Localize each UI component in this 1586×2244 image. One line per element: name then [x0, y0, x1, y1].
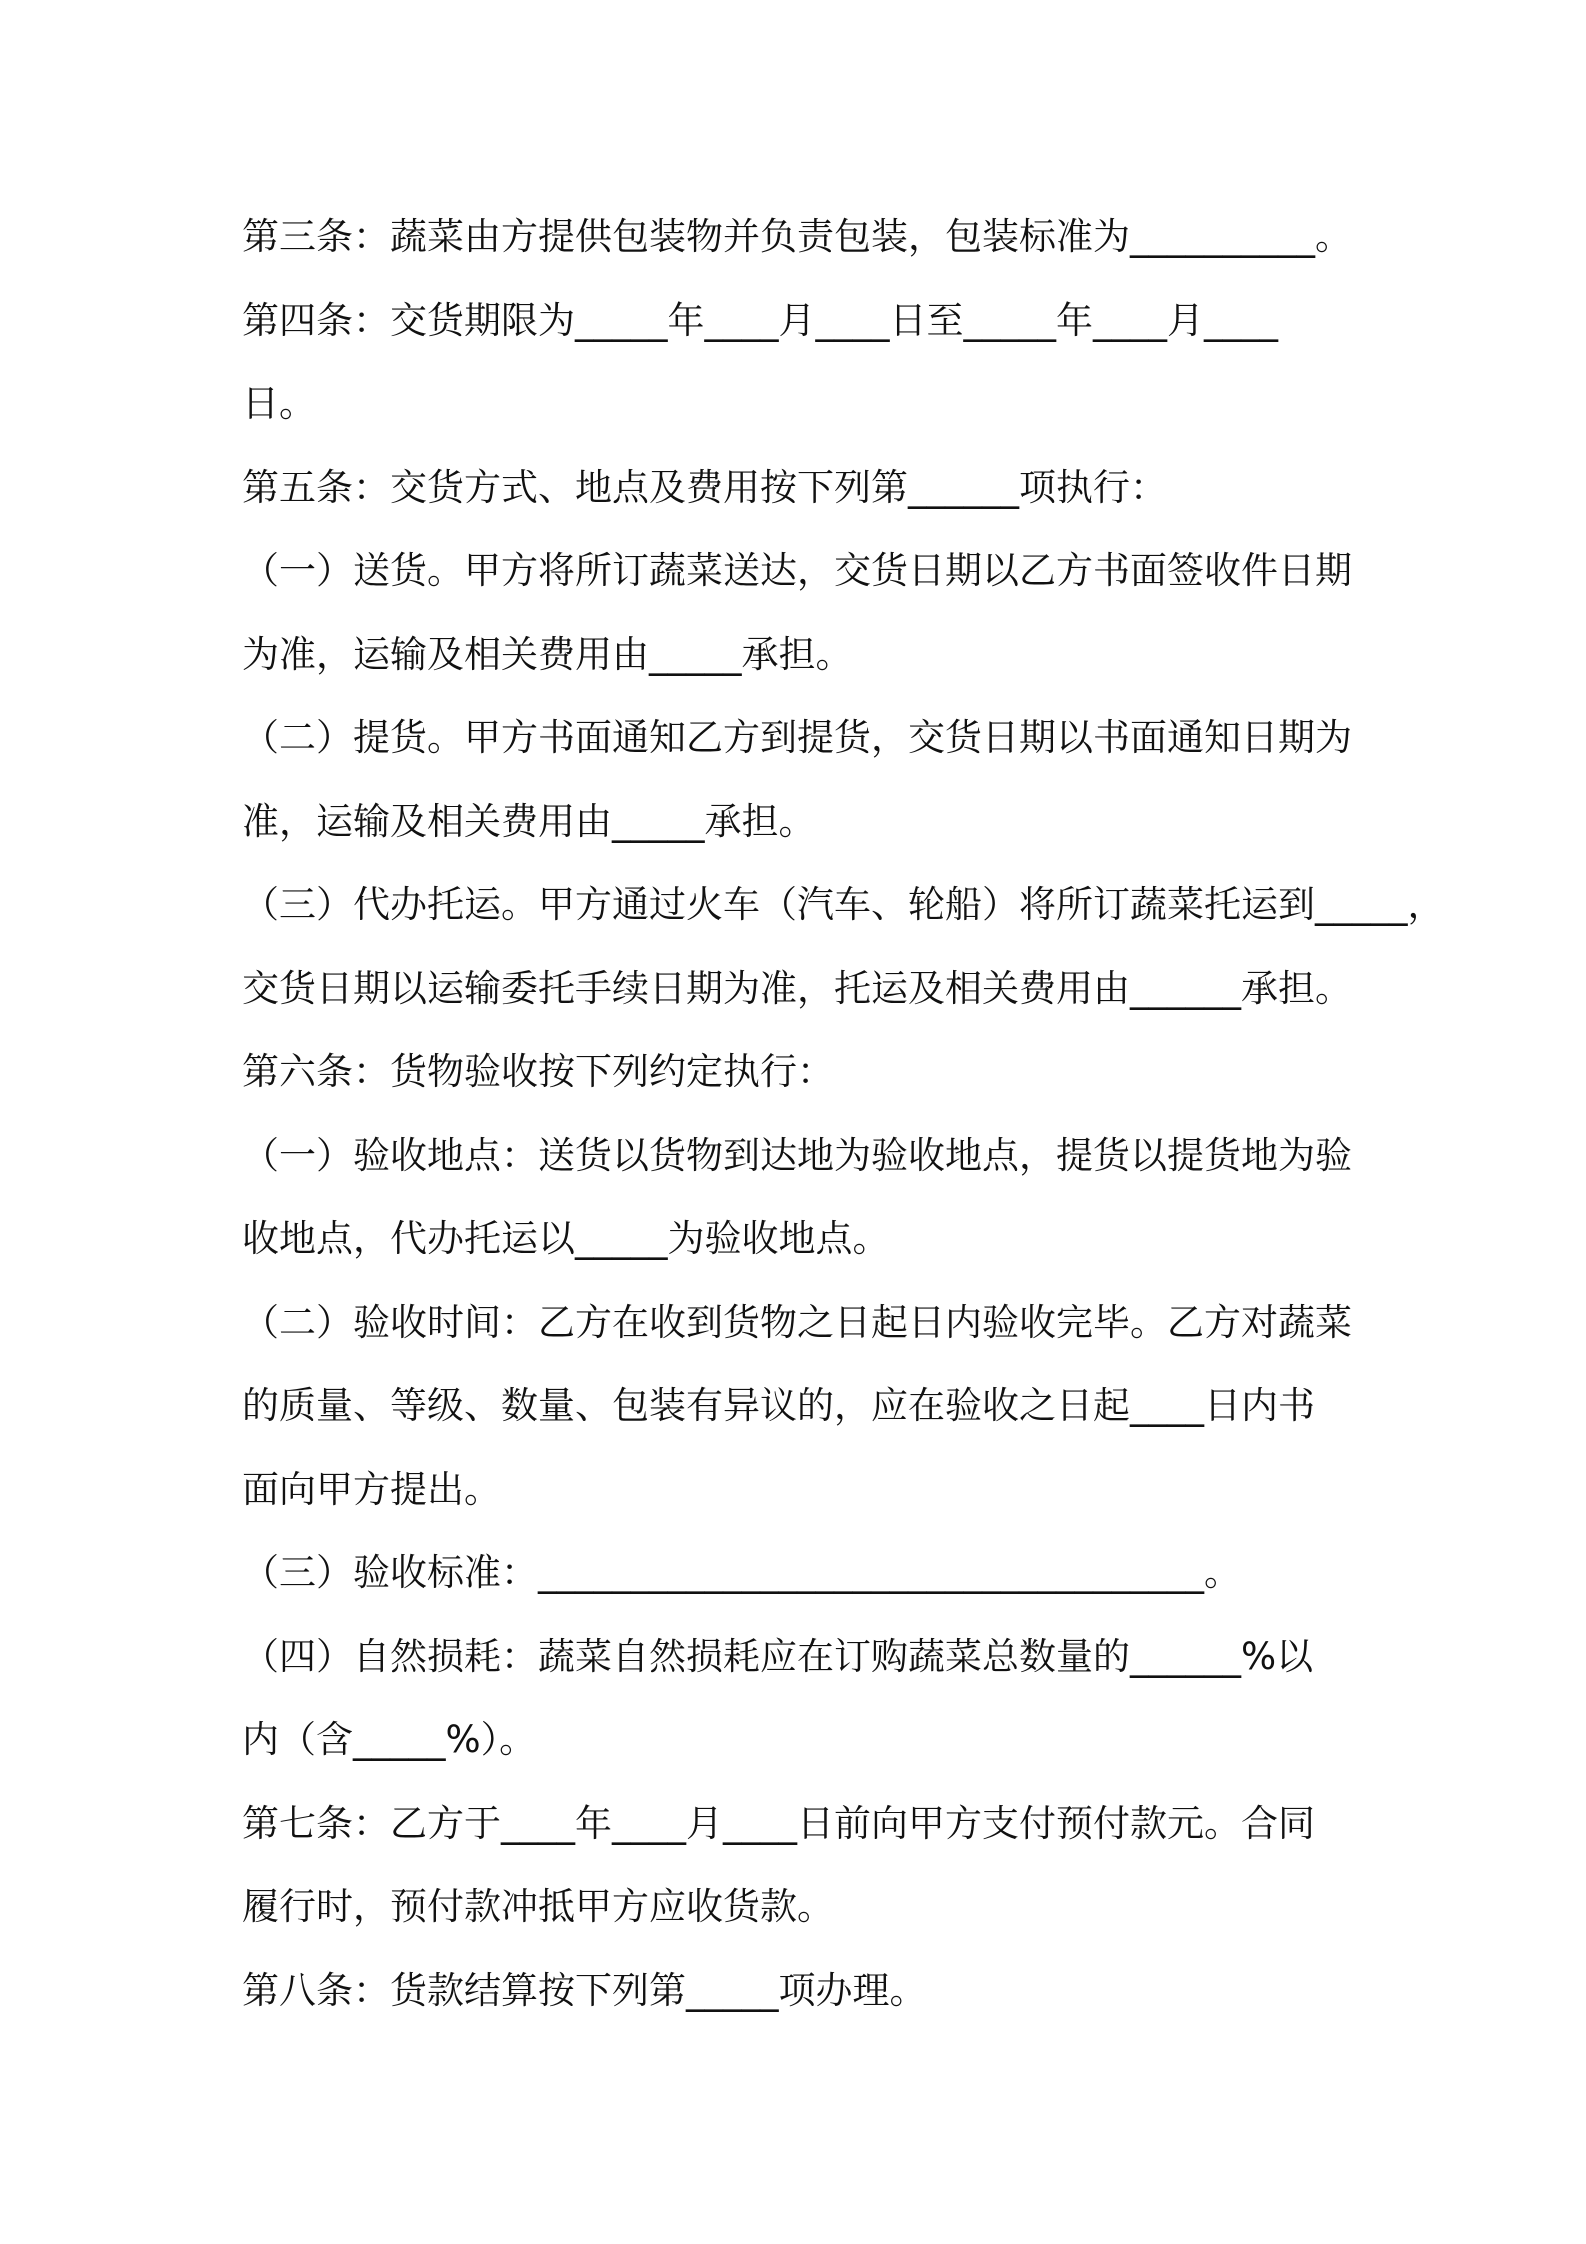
clause-4-continuation: 日。	[242, 382, 316, 425]
clause-7-line: 第七条：乙方于____年____月____日前向甲方支付预付款元。合同	[242, 1801, 1315, 1845]
clause-5-item-2-line: （二）提货。甲方书面通知乙方到提货，交货日期以书面通知日期为	[242, 716, 1352, 759]
clause-5-item-2-continuation: 准，运输及相关费用由_____承担。	[242, 799, 816, 843]
clause-6-item-1-line: （一）验收地点：送货以货物到达地为验收地点，提货以提货地为验	[242, 1133, 1352, 1177]
clause-5-item-3-line: （三）代办托运。甲方通过火车（汽车、轮船）将所订蔬菜托运到_____，	[242, 883, 1445, 926]
clause-7-continuation: 履行时，预付款冲抵甲方应收货款。	[242, 1885, 834, 1928]
clause-5-item-1-continuation: 为准，运输及相关费用由_____承担。	[242, 632, 853, 676]
clause-6-item-2-continuation: 的质量、等级、数量、包装有异议的，应在验收之日起____日内书	[242, 1384, 1315, 1427]
clause-5-line: 第五条：交货方式、地点及费用按下列第______项执行：	[242, 465, 1167, 509]
clause-4-line: 第四条：交货期限为_____年____月____日至_____年____月____	[242, 298, 1278, 342]
clause-6-item-4-line: （四）自然损耗：蔬菜自然损耗应在订购蔬菜总数量的______%以	[242, 1634, 1314, 1678]
clause-5-item-3-continuation: 交货日期以运输委托手续日期为准，托运及相关费用由______承担。	[242, 966, 1352, 1010]
clause-6-item-2-continuation-2: 面向甲方提出。	[242, 1467, 501, 1511]
clause-3-line: 第三条：蔬菜由方提供包装物并负责包装，包装标准为__________。	[242, 215, 1352, 258]
clause-5-item-1-line: （一）送货。甲方将所订蔬菜送达，交货日期以乙方书面签收件日期	[242, 549, 1352, 592]
clause-8-line: 第八条：货款结算按下列第_____项办理。	[242, 1968, 927, 2012]
contract-text	[242, 195, 1445, 2032]
clause-6-item-2-line: （二）验收时间：乙方在收到货物之日起日内验收完毕。乙方对蔬菜	[242, 1300, 1352, 1344]
clause-6-item-3-line: （三）验收标准：____________________________________。	[242, 1551, 1241, 1594]
clause-6-line: 第六条：货物验收按下列约定执行：	[242, 1050, 834, 1093]
clause-6-item-1-continuation: 收地点，代办托运以_____为验收地点。	[242, 1217, 890, 1260]
clause-6-item-4-continuation: 内（含_____%）。	[242, 1718, 537, 1761]
